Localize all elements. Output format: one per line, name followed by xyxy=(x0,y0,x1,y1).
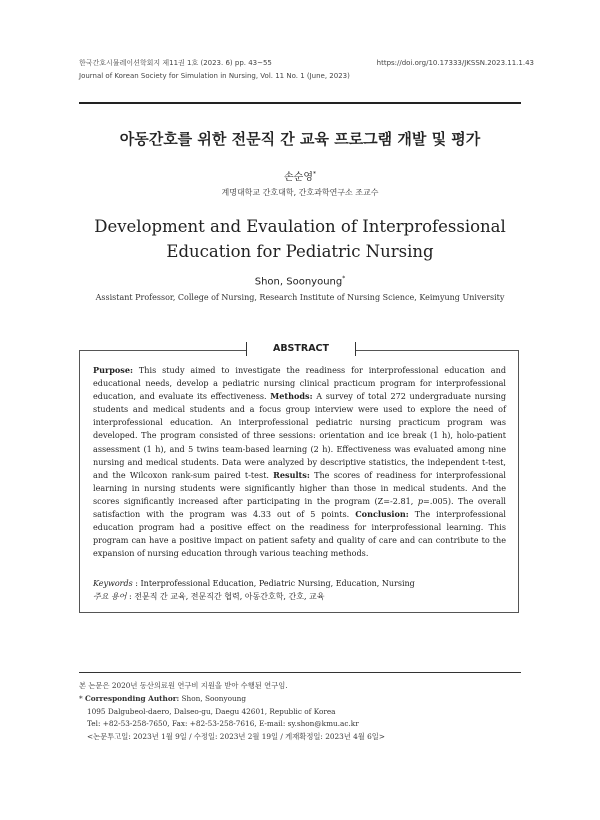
keywords: Keywords : Interprofessional Education, Pediatric Nursing, Education, Nursing 주요 용어 : 전문직 간 교육, 전문직간 협력, 아동간호학, 간호, 교육 xyxy=(93,579,415,601)
running-header xyxy=(79,57,534,83)
abstract-heading: ABSTRACT xyxy=(246,342,356,356)
title-korean: 아동간호를 위한 전문직 간 교육 프로그램 개발 및 평가 xyxy=(119,130,481,148)
footnotes: 본 논문은 2020년 동산의료원 연구비 지원을 받아 수행된 연구임. * Corresponding Author: Shon, Soonyoung 1095 Dalgubeol-daero, Dalseo-gu, Daegu 42601, Republic of Korea Tel: +82-53-258-7650, Fax: +82-53-258-7616, E-mail: sy.shon@kmu.ac.kr <논문투고일: 2023년 1월 9일 / 수정일: 2023년 2월 19일 / 게재확정일: 2023년 4월 6일> xyxy=(79,681,385,742)
author-english: Shon, Soonyoung* xyxy=(254,275,346,288)
affiliation-korean: 계명대학교 간호대학, 간호과학연구소 조교수 xyxy=(221,188,379,197)
abstract-text: Purpose: This study aimed to investigate the readiness for interprofessional education and educational needs, develop a pediatric nursing clinical practicum program for interprofessional education, and evaluate its effectiveness. Methods: A survey of total 272 undergraduate nursing students and medical students and a focus group interview were used to explore the need of interprofessional education. An interprofessional pediatric nursing practicum program was developed. The program consisted of three sessions: orientation and ice break (1 h), holo-patient assessment (1 h), and 5 twins team-based learning (2 h). Effectiveness was evaluated among nine nursing and medical students. Data were analyzed by descriptive statistics, the independent t-test, and the Wilcoxon rank-sum paired t-test. Results: The scores of readiness for interprofessional learning in nursing students were significantly higher than those in medical students. And the scores significantly increased after participating in the program (Z=-2.81, p=.005). The overall satisfaction with the program was 4.33 out of 5 points. Conclusion: The interprofessional education program had a positive effect on the readiness for interprofessional learning. This program can have a positive impact on patient safety and quality of care and can contribute to the expansion of nursing education through various teaching methods. xyxy=(93,365,507,559)
doi-link[interactable]: https://doi.org/10.17333/JKSSN.2023.11.1.43 xyxy=(376,59,534,67)
author-korean: 손순영* xyxy=(284,170,316,183)
header-rule xyxy=(79,102,521,104)
affiliation-english: Assistant Professor, College of Nursing, Research Institute of Nursing Science, Keimyung University xyxy=(95,293,505,302)
title-english: Development and Evaulation of Interprofessional Education for Pediatric Nursing xyxy=(94,217,506,261)
journal-citation-ko: 한국간호시뮬레이션학회지 제11권 1호 (2023. 6) pp. 43~55 xyxy=(79,59,272,67)
footnote-rule xyxy=(79,672,521,673)
journal-citation-en: Journal of Korean Society for Simulation in Nursing, Vol. 11 No. 1 (June, 2023) xyxy=(79,72,350,80)
